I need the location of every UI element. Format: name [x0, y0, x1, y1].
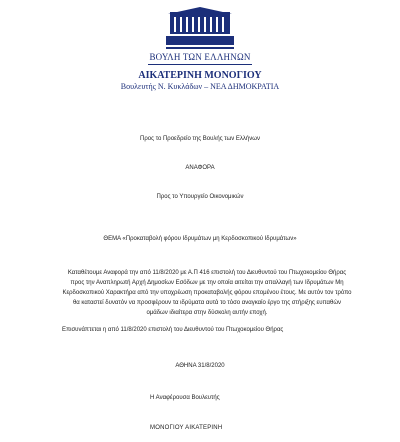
organization-name: ΒΟΥΛΗ ΤΩΝ ΕΛΛΗΝΩΝ	[149, 52, 251, 62]
author-name: ΑΙΚΑΤΕΡΙΝΗ ΜΟΝΟΓΙΟΥ	[138, 70, 262, 81]
subject-line: ΘΕΜΑ «Προκαταβολή φόρου Ιδρυμάτων μη Κερδοσκοπικού Ιδρυμάτων»	[103, 236, 297, 242]
main-paragraph: Καταθέτουμε Αναφορά την από 11/8/2020 με Α.Π 416 επιστολή του Διευθυντού του Πτωχοκομείου Θήρας προς την Αναπληρωτή Αρχή Δημοσίων Εσόδων με την οποία αιτείται την απαλλαγή των Ιδρυμάτων Μη Κερδοσκοπικού Χαρακτήρα από την υποχρέωση προκαταβολής φόρου επομένου έτους. Με αυτόν τον τρόπο θα καταστεί δυνατόν να προσφέρουν τα ιδρύματα αυτά το τόσο αναγκαίο έργο της στήριξης ευπαθών ομάδων ιδιαίτερα στην δύσκολη αυτήν εποχή.	[62, 270, 352, 316]
signer-title: Η Αναφέρουσα Βουλευτής	[150, 395, 220, 401]
attachment-note: Επισυνάπτεται η από 11/8/2020 επιστολή του Διευθυντού του Πτωχοκομείου Θήρας	[62, 327, 284, 333]
place-date: ΑΘΗΝΑ 31/8/2020	[175, 363, 225, 369]
signer-name: ΜΟΝΟΓΙΟΥ ΑΙΚΑΤΕΡΙΝΗ	[150, 425, 223, 431]
author-role: Βουλευτής Ν. Κυκλάδων – ΝΕΑ ΔΗΜΟΚΡΑΤΙΑ	[120, 82, 280, 91]
document-type: ΑΝΑΦΟΡΑ	[185, 165, 215, 171]
parliament-building-logo	[164, 6, 236, 52]
recipient-ministry: Προς το Υπουργείο Οικονομικών	[156, 194, 244, 200]
recipient-parliament: Προς το Προεδρείο της Βουλής των Ελλήνων	[140, 136, 260, 142]
header-divider	[148, 64, 252, 65]
